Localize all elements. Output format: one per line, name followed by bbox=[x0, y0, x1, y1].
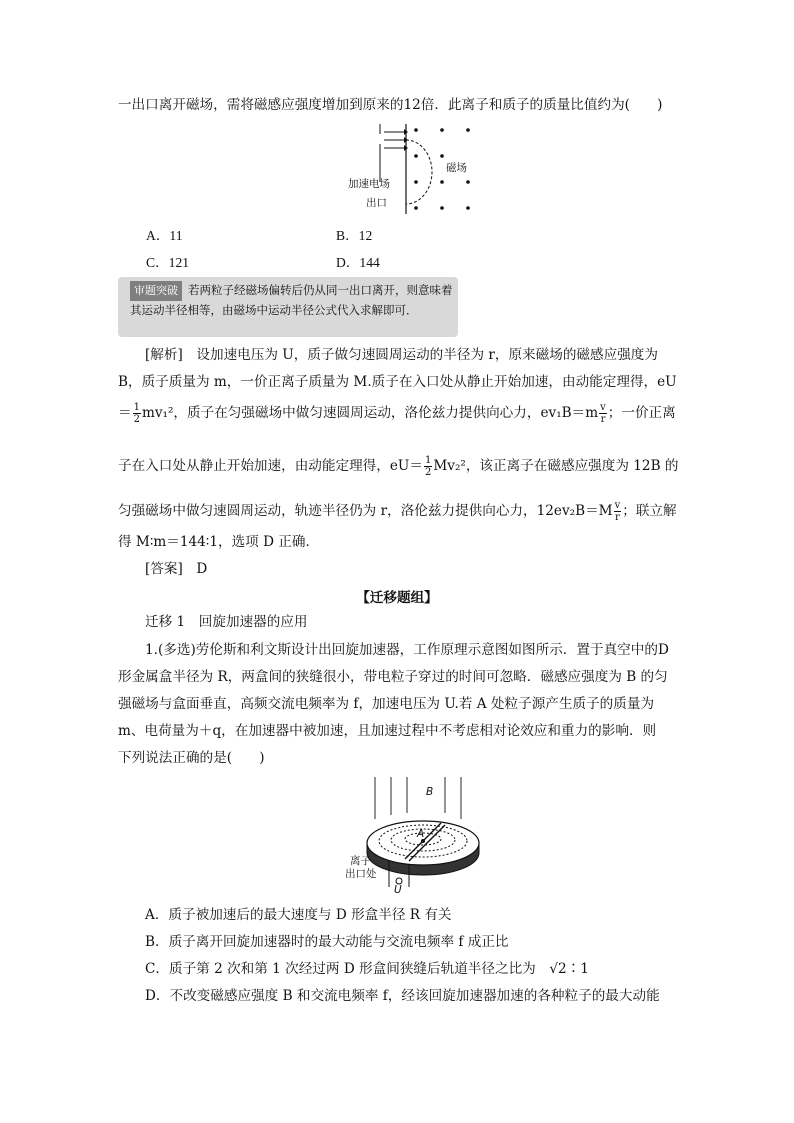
figure-label-exit: 出口 bbox=[366, 197, 387, 209]
solution-line-1: [解析] 设加速电压为 U，质子做匀速圆周运动的半径为 r，原来磁场的磁感应强度为 bbox=[145, 347, 658, 363]
q1-line-3: 强磁场与盒面垂直，高频交流电频率为 f，加速电压为 U.若 A 处粒子源产生质子的质量为 bbox=[118, 696, 655, 712]
hint-tag: 审题突破 bbox=[130, 281, 182, 301]
fraction-half: $\frac{1}{2}$ bbox=[424, 455, 432, 478]
solution-line-2: B，质子质量为 m，一价正离子质量为 M.质子在入口处从静止开始加速，由动能定理得，eU bbox=[118, 374, 677, 390]
fraction-v-over-r: $\frac{v}{r}$ bbox=[600, 402, 606, 425]
figure-label-exit2: 出口处 bbox=[345, 868, 377, 880]
transfer-title: 迁移 1 回旋加速器的应用 bbox=[145, 614, 308, 630]
q1-line-5: 下列说法正确的是( ) bbox=[118, 750, 265, 766]
figure-label-a: A bbox=[417, 828, 425, 840]
option2-c: C．质子第 2 次和第 1 次经过两 D 形盒间狭缝后轨道半径之比为 √2∶1 bbox=[145, 961, 589, 977]
solution-line-5: 匀强磁场中做匀速圆周运动，轨迹半径仍为 r，洛伦兹力提供向心力，12ev₂B＝M $\frac{v}{r}$ ；联立解 bbox=[118, 500, 677, 523]
q1-line-1: 1.(多选)劳伦斯和利文斯设计出回旋加速器，工作原理示意图如图所示．置于真空中的D bbox=[145, 642, 669, 658]
option2-a: A．质子被加速后的最大速度与 D 形盒半径 R 有关 bbox=[145, 907, 452, 923]
figure-label-accel: 加速电场 bbox=[348, 178, 390, 190]
q1-line-2: 形金属盒半径为 R，两盒间的狭缝很小，带电粒子穿过的时间可忽略．磁感应强度为 B 的匀 bbox=[118, 669, 668, 685]
figure-label-ion: 离子 bbox=[350, 855, 371, 867]
option-c: C．121 bbox=[146, 255, 190, 270]
option-b: B．12 bbox=[336, 228, 373, 243]
solution-line-6: 得 M∶m＝144∶1，选项 D 正确． bbox=[118, 534, 320, 550]
option-a: A．11 bbox=[146, 228, 183, 243]
hint-text: 若两粒子经磁场偏转后仍从同一出口离开，则意味着其运动半径相等，由磁场中运动半径公式代入求解即可． bbox=[130, 283, 453, 317]
hint-box bbox=[118, 277, 458, 337]
figure-label-field: 磁场 bbox=[446, 162, 467, 174]
option2-d: D．不改变磁感应强度 B 和交流电频率 f，经该回旋加速器加速的各种粒子的最大动能 bbox=[145, 988, 660, 1004]
section-title: 【迁移题组】 bbox=[356, 590, 438, 606]
fraction-half: $\frac{1}{2}$ bbox=[133, 402, 140, 425]
question-tail: 一出口离开磁场，需将磁感应强度增加到原来的12倍．此离子和质子的质量比值约为( ) bbox=[118, 97, 663, 113]
answer: [答案] D bbox=[145, 561, 208, 577]
q1-line-4: m、电荷量为＋q，在加速器中被加速，且加速过程中不考虑相对论效应和重力的影响．则 bbox=[118, 723, 657, 739]
figure-label-b: B bbox=[426, 786, 434, 798]
option2-b: B．质子离开回旋加速器时的最大动能与交流电频率 f 成正比 bbox=[145, 934, 509, 950]
option-d: D．144 bbox=[336, 255, 380, 270]
figure-label-u: U bbox=[394, 884, 402, 896]
fraction-v-over-r: $\frac{v}{r}$ bbox=[614, 500, 621, 523]
solution-line-3: ＝ $\frac{1}{2}$ mv₁²，质子在匀强磁场中做匀速圆周运动，洛伦兹力提供向心力，ev₁B＝m $\frac{v}{r}$ ；一价正离 bbox=[118, 402, 676, 425]
solution-line-4: 子在入口处从静止开始加速，由动能定理得，eU＝ $\frac{1}{2}$ Mv₂²，该正离子在磁感应强度为 12B 的 bbox=[118, 455, 679, 478]
